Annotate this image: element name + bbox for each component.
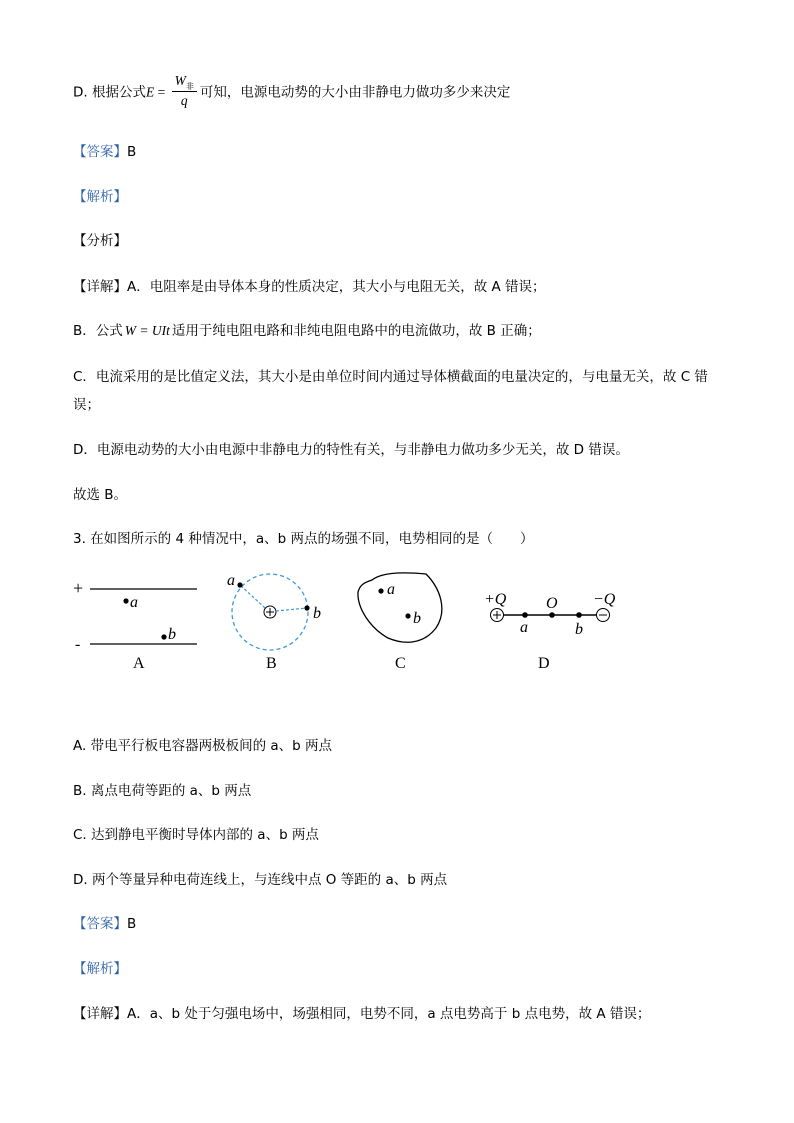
o-label: O xyxy=(546,595,558,612)
panel-d-opposite-charges xyxy=(484,591,616,672)
numerator-subscript: 非 xyxy=(185,82,194,91)
q3-detail-a-text: A．a、b 处于匀强电场中，场强相同，电势不同，a 点电势高于 b 点电势，故 A 错误； xyxy=(127,1006,651,1022)
answer-label: 【答案】 xyxy=(73,916,127,932)
point-b-dot xyxy=(304,605,309,610)
fenxi-label: 【分析】 xyxy=(73,233,127,249)
point-b-label: b xyxy=(575,621,583,638)
point-b-dot xyxy=(576,612,582,618)
answer-value: B xyxy=(127,916,137,932)
analysis-label-1: 【解析】 xyxy=(73,189,127,205)
conductor-outline xyxy=(358,573,442,642)
conclusion-line: 故选 B。 xyxy=(73,487,128,503)
q3-option-b: B. 离点电荷等距的 a、b 两点 xyxy=(73,783,252,799)
detail-b-formula: W = UIt xyxy=(124,323,170,338)
point-a-label: a xyxy=(520,619,528,636)
radius-to-a xyxy=(240,585,265,608)
panel-a-parallel-plates xyxy=(73,578,197,672)
answer-line-1 xyxy=(73,143,136,161)
plus-q-label: +Q xyxy=(484,591,507,608)
option-d-formula-line xyxy=(73,74,510,111)
detail-b-prefix: B．公式 xyxy=(73,323,123,339)
point-a-label: a xyxy=(227,572,235,589)
point-a-dot xyxy=(123,598,128,603)
point-a-dot xyxy=(378,588,383,593)
point-a-dot xyxy=(522,612,528,618)
fraction-numerator: $W_非$ xyxy=(172,72,197,92)
panel-b-point-charge xyxy=(227,572,321,672)
q3-detail-line-a xyxy=(73,1005,650,1023)
point-b-label: b xyxy=(413,610,421,627)
detail-line-a xyxy=(73,278,546,296)
detail-label: 【详解】 xyxy=(73,1006,127,1022)
point-a-label: a xyxy=(387,581,395,598)
radius-to-b xyxy=(276,608,307,611)
detail-line-c1: C．电流采用的是比值定义法，其大小是由单位时间内通过导体横截面的电量决定的，与电量无关，故 C 错 xyxy=(73,369,708,385)
detail-a-text: A．电阻率是由导体本身的性质决定，其大小与电阻无关，故 A 错误； xyxy=(127,279,546,295)
detail-label: 【详解】 xyxy=(73,279,127,295)
detail-line-d: D．电源电动势的大小由电源中非静电力的特性有关，与非静电力做功多少无关，故 D 错误。 xyxy=(73,442,629,458)
minus-sign: - xyxy=(75,636,81,653)
option-d-prefix: D. 根据公式 xyxy=(73,84,146,101)
formula-e: E xyxy=(145,84,155,100)
formula-equals: = xyxy=(154,84,169,100)
q3-option-c: C. 达到静电平衡时导体内部的 a、b 两点 xyxy=(73,827,319,843)
point-b-dot xyxy=(161,634,166,639)
detail-line-c2: 误； xyxy=(73,397,100,413)
point-b-dot xyxy=(405,613,410,618)
question-3-figure xyxy=(70,560,640,675)
panel-c-conductor xyxy=(358,573,442,672)
detail-line-b xyxy=(73,322,541,340)
fraction-denominator: q xyxy=(180,93,188,108)
detail-b-suffix: 适用于纯电阻电路和非纯电阻电路中的电流做功，故 B 正确； xyxy=(171,323,541,339)
question-3-stem: 3. 在如图所示的 4 种情况中，a、b 两点的场强不同，电势相同的是（ ） xyxy=(73,531,534,547)
plus-sign: + xyxy=(73,578,84,598)
answer-value: B xyxy=(127,144,137,160)
q3-option-d: D. 两个等量异种电荷连线上，与连线中点 O 等距的 a、b 两点 xyxy=(73,872,448,888)
point-o-dot xyxy=(549,612,555,618)
point-a-label: a xyxy=(130,594,138,611)
analysis-label-2: 【解析】 xyxy=(73,961,127,977)
panel-c-label: C xyxy=(395,655,406,672)
panel-a-label: A xyxy=(133,655,145,672)
formula-fraction xyxy=(172,72,197,109)
panel-b-label: B xyxy=(266,655,277,672)
answer-line-2 xyxy=(73,915,136,933)
point-b-label: b xyxy=(313,605,321,622)
point-a-dot xyxy=(237,582,242,587)
q3-option-a: A. 带电平行板电容器两极板间的 a、b 两点 xyxy=(73,738,333,754)
point-b-label: b xyxy=(168,626,176,643)
answer-label: 【答案】 xyxy=(73,144,127,160)
option-d-suffix: 可知，电源电动势的大小由非静电力做功多少来决定 xyxy=(199,84,511,101)
minus-q-label: −Q xyxy=(593,591,616,608)
panel-d-label: D xyxy=(538,655,550,672)
